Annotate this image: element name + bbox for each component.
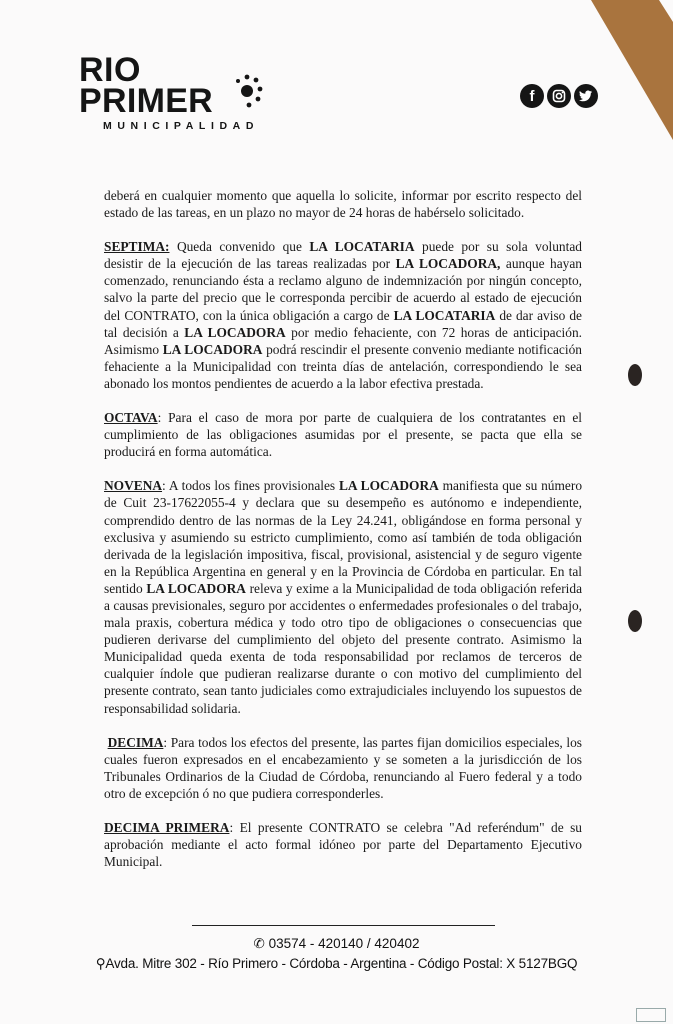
facebook-icon[interactable]: f — [520, 84, 544, 108]
location-pin-icon: ⚲ — [95, 956, 106, 971]
logo-subtitle: MUNICIPALIDAD — [103, 120, 260, 133]
clause-title: OCTAVA — [104, 410, 158, 426]
clause-septima: SEPTIMA: Queda convenido que LA LOCATARIA puede por su sola voluntad desistir de la ejecución de las tareas realizadas por LA LOCADORA, aunque hayan comenzado, renunciando ésta a reclamo alguno de indemnización por ningún concepto, salvo la parte del precio que le corresponda percibir de acuerdo al estado de ejecución del CONTRATO, con la única obligación a cargo de LA LOCATARIA de dar aviso de tal decisión a LA LOCADORA por medio fehaciente, con 72 horas de anticipación. Asimismo LA LOCADORA podrá rescindir el presente convenio mediante notificación fehaciente a la Municipalidad con treinta días de antelación, correspondiendo le sea abonado los montos pendientes de acuerdo a la labor efectiva prestada. — [104, 239, 583, 391]
clause-decima: DECIMA: Para todos los efectos del presente, las partes fijan domicilios especiales, los cuales fueron expresados en el encabezamiento y se someten a la jurisdicción de los Tribunales Ordinarios de la Ciudad de Córdoba, renunciando al Fuero federal y a todo otro de excepción ó no que pudiera corresponderles. — [104, 734, 582, 801]
clause-title: DECIMA PRIMERA — [104, 820, 230, 835]
clause-title: SEPTIMA: — [104, 239, 170, 255]
clause-title: DECIMA — [107, 734, 164, 750]
contract-body — [104, 187, 582, 887]
page-corner-fold — [659, 0, 673, 22]
punch-hole — [628, 364, 642, 386]
instagram-icon[interactable] — [547, 84, 571, 108]
intro-paragraph: deberá en cualquier momento que aquella lo solicite, informar por escrito respecto del estado de las tareas, en un plazo no mayor de 24 horas de habérselo solicitado. — [104, 188, 582, 221]
footer-divider — [192, 925, 495, 926]
clause-novena: NOVENA: A todos los fines provisionales LA LOCADORA manifiesta que su número de Cuit 23-17622055-4 y declara que su desempeño es autónomo e independiente, comprendido dentro de las normas de la Ley 24.241, obligándose en forma personal y exclusiva y asumiendo su estricto cumplimiento, como así también de toda obligación derivada de la legislación impositiva, fiscal, provisional, asistencial y de seguro vigente en la República Argentina en general y en la Provincia de Córdoba en particular. En tal sentido LA LOCADORA releva y exime a la Municipalidad de toda obligación referida a causas previsionales, seguro por accidentes o enfermedades profesionales o del trabajo, mala praxis, cobertura médica y todo otro tipo de obligaciones o consecuencias que pudieren derivarse del cumplimiento del objeto del presente contrato. Asimismo la Municipalidad queda exenta de toda responsabilidad por reclamos de terceros de cualquier índole que pudieran realizarse durante o con motivo del cumplimiento del presente contrato, sean tanto judiciales como extrajudiciales incluyendo los supuestos de responsabilidad solidaria. — [104, 478, 583, 716]
footer-phone: ✆ 03574 - 420140 / 420402 — [253, 936, 420, 951]
clause-octava: OCTAVA: Para el caso de mora por parte de cualquiera de los contratantes en el cumplimiento de las obligaciones asumidas por el presente, se pacta que ella se producirá en forma automática. — [104, 410, 582, 460]
clause-title: NOVENA — [104, 478, 163, 494]
municipality-logo — [79, 51, 279, 133]
logo-line2: PRIMER — [79, 81, 214, 120]
logo-line1: RIO — [79, 51, 141, 89]
scanner-stamp — [636, 1008, 666, 1022]
clause-decima-primera: DECIMA PRIMERA: El presente CONTRATO se celebra "Ad referéndum" de su aprobación mediante el acto formal idóneo por parte del Departamento Ejecutivo Municipal. — [104, 820, 582, 870]
punch-hole — [628, 610, 642, 632]
footer-address: ⚲Avda. Mitre 302 - Río Primero - Córdoba - Argentina - Código Postal: X 5127BGQ — [95, 956, 578, 971]
twitter-icon[interactable] — [574, 84, 598, 108]
sun-icon — [229, 71, 269, 111]
phone-icon: ✆ — [253, 936, 269, 951]
social-icons — [520, 84, 598, 108]
